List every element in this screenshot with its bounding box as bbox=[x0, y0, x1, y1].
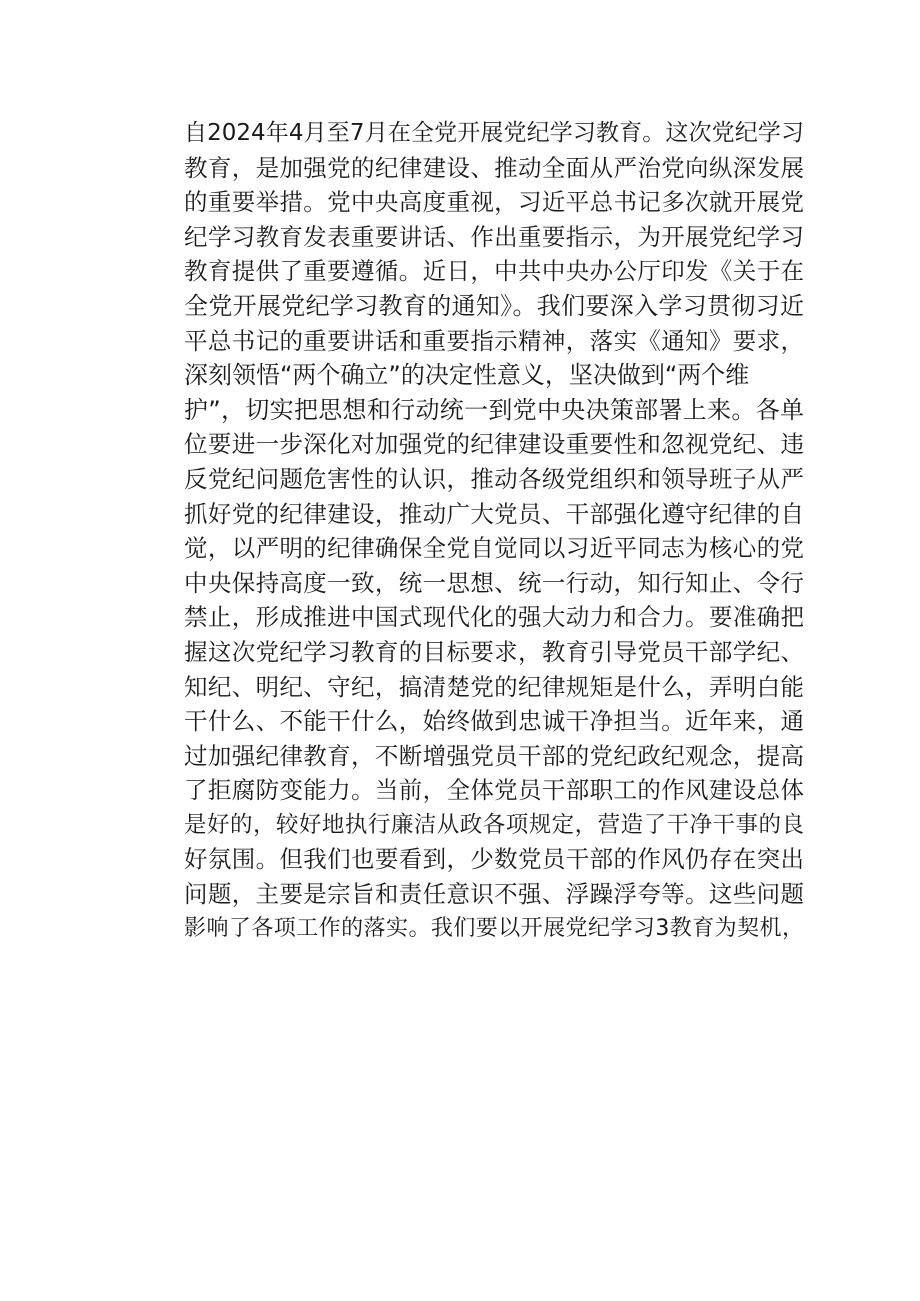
text-line: 深刻领悟“两个确立”的决定性意义，坚决做到“两个维 bbox=[184, 361, 750, 390]
text-line: 觉，以严明的纪律确保全党自觉同以习近平同志为核心的党 bbox=[184, 534, 804, 563]
text-line: 护”，切实把思想和行动统一到党中央决策部署上来。各单 bbox=[184, 395, 804, 424]
text-line: 反党纪问题危害性的认识，推动各级党组织和领导班子从严 bbox=[184, 464, 804, 493]
text-line: 禁止，形成推进中国式现代化的强大动力和合力。要准确把 bbox=[184, 603, 804, 632]
text-line: 的重要举措。党中央高度重视，习近平总书记多次就开展党 bbox=[184, 188, 804, 217]
text-line: 问题，主要是宗旨和责任意识不强、浮躁浮夸等。这些问题 bbox=[184, 880, 804, 909]
text-line: 了拒腐防变能力。当前，全体党员干部职工的作风建设总体 bbox=[184, 776, 804, 805]
text-line: 握这次党纪学习教育的目标要求，教育引导党员干部学纪、 bbox=[184, 637, 804, 666]
text-line: 平总书记的重要讲话和重要指示精神，落实《通知》要求， bbox=[184, 326, 804, 355]
text-line: 影响了各项工作的落实。我们要以开展党纪学习3教育为契机， bbox=[184, 915, 804, 941]
text-line: 知纪、明纪、守纪，搞清楚党的纪律规矩是什么，弄明白能 bbox=[184, 672, 804, 701]
text-line: 干什么、不能干什么，始终做到忠诚干净担当。近年来，通 bbox=[184, 707, 804, 736]
text-line: 全党开展党纪学习教育的通知》。我们要深入学习贯彻习近 bbox=[184, 291, 804, 320]
text-line: 是好的，较好地执行廉洁从政各项规定，营造了干净干事的良 bbox=[184, 811, 804, 838]
body-paragraph bbox=[184, 116, 804, 946]
text-line: 位要进一步深化对加强党的纪律建设重要性和忽视党纪、违 bbox=[184, 430, 804, 459]
text-line: 抓好党的纪律建设，推动广大党员、干部强化遵守纪律的自 bbox=[184, 499, 804, 528]
text-line: 自2024年4月至7月在全党开展党纪学习教育。这次党纪学习 bbox=[184, 120, 804, 146]
text-line: 教育提供了重要遵循。近日，中共中央办公厅印发《关于在 bbox=[184, 257, 804, 286]
text-line: 纪学习教育发表重要讲话、作出重要指示，为开展党纪学习 bbox=[184, 222, 804, 251]
text-line: 教育，是加强党的纪律建设、推动全面从严治党向纵深发展 bbox=[184, 153, 804, 182]
text-line: 中央保持高度一致，统一思想、统一行动，知行知止、令行 bbox=[184, 568, 804, 597]
text-line: 好氛围。但我们也要看到，少数党员干部的作风仍存在突出 bbox=[184, 845, 804, 874]
text-line: 过加强纪律教育，不断增强党员干部的党纪政纪观念，提高 bbox=[184, 741, 804, 770]
